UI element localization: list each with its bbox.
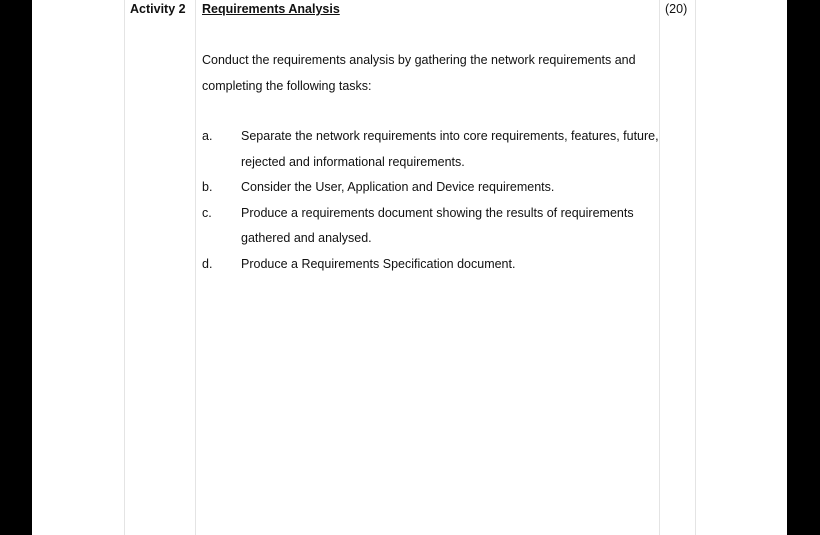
- activity-title: Requirements Analysis: [202, 2, 340, 16]
- task-letter: c.: [202, 205, 212, 220]
- task-text: Separate the network requirements into core requirements, features, future, rejected and informational requirements.: [241, 129, 659, 169]
- task-item: [202, 252, 672, 278]
- task-item: [202, 124, 672, 175]
- table-border-left: [124, 0, 125, 535]
- task-item: [202, 201, 672, 252]
- task-text: Consider the User, Application and Device requirements.: [241, 180, 555, 194]
- task-letter: b.: [202, 180, 213, 194]
- activity-label: Activity 2: [130, 2, 186, 16]
- task-text: Produce a Requirements Specification document.: [241, 256, 516, 271]
- task-letter: d.: [202, 256, 213, 271]
- intro-paragraph: Conduct the requirements analysis by gathering the network requirements and completing the following tasks:: [202, 53, 636, 93]
- task-item: [202, 175, 672, 201]
- task-text: Produce a requirements document showing the results of requirements gathered and analysed.: [241, 205, 634, 245]
- task-list: [202, 124, 672, 277]
- table-border-right: [695, 0, 696, 535]
- table-border-activity: [195, 0, 196, 535]
- document-page: [32, 0, 787, 535]
- task-letter: a.: [202, 129, 213, 143]
- activity-marks: (20): [665, 2, 688, 16]
